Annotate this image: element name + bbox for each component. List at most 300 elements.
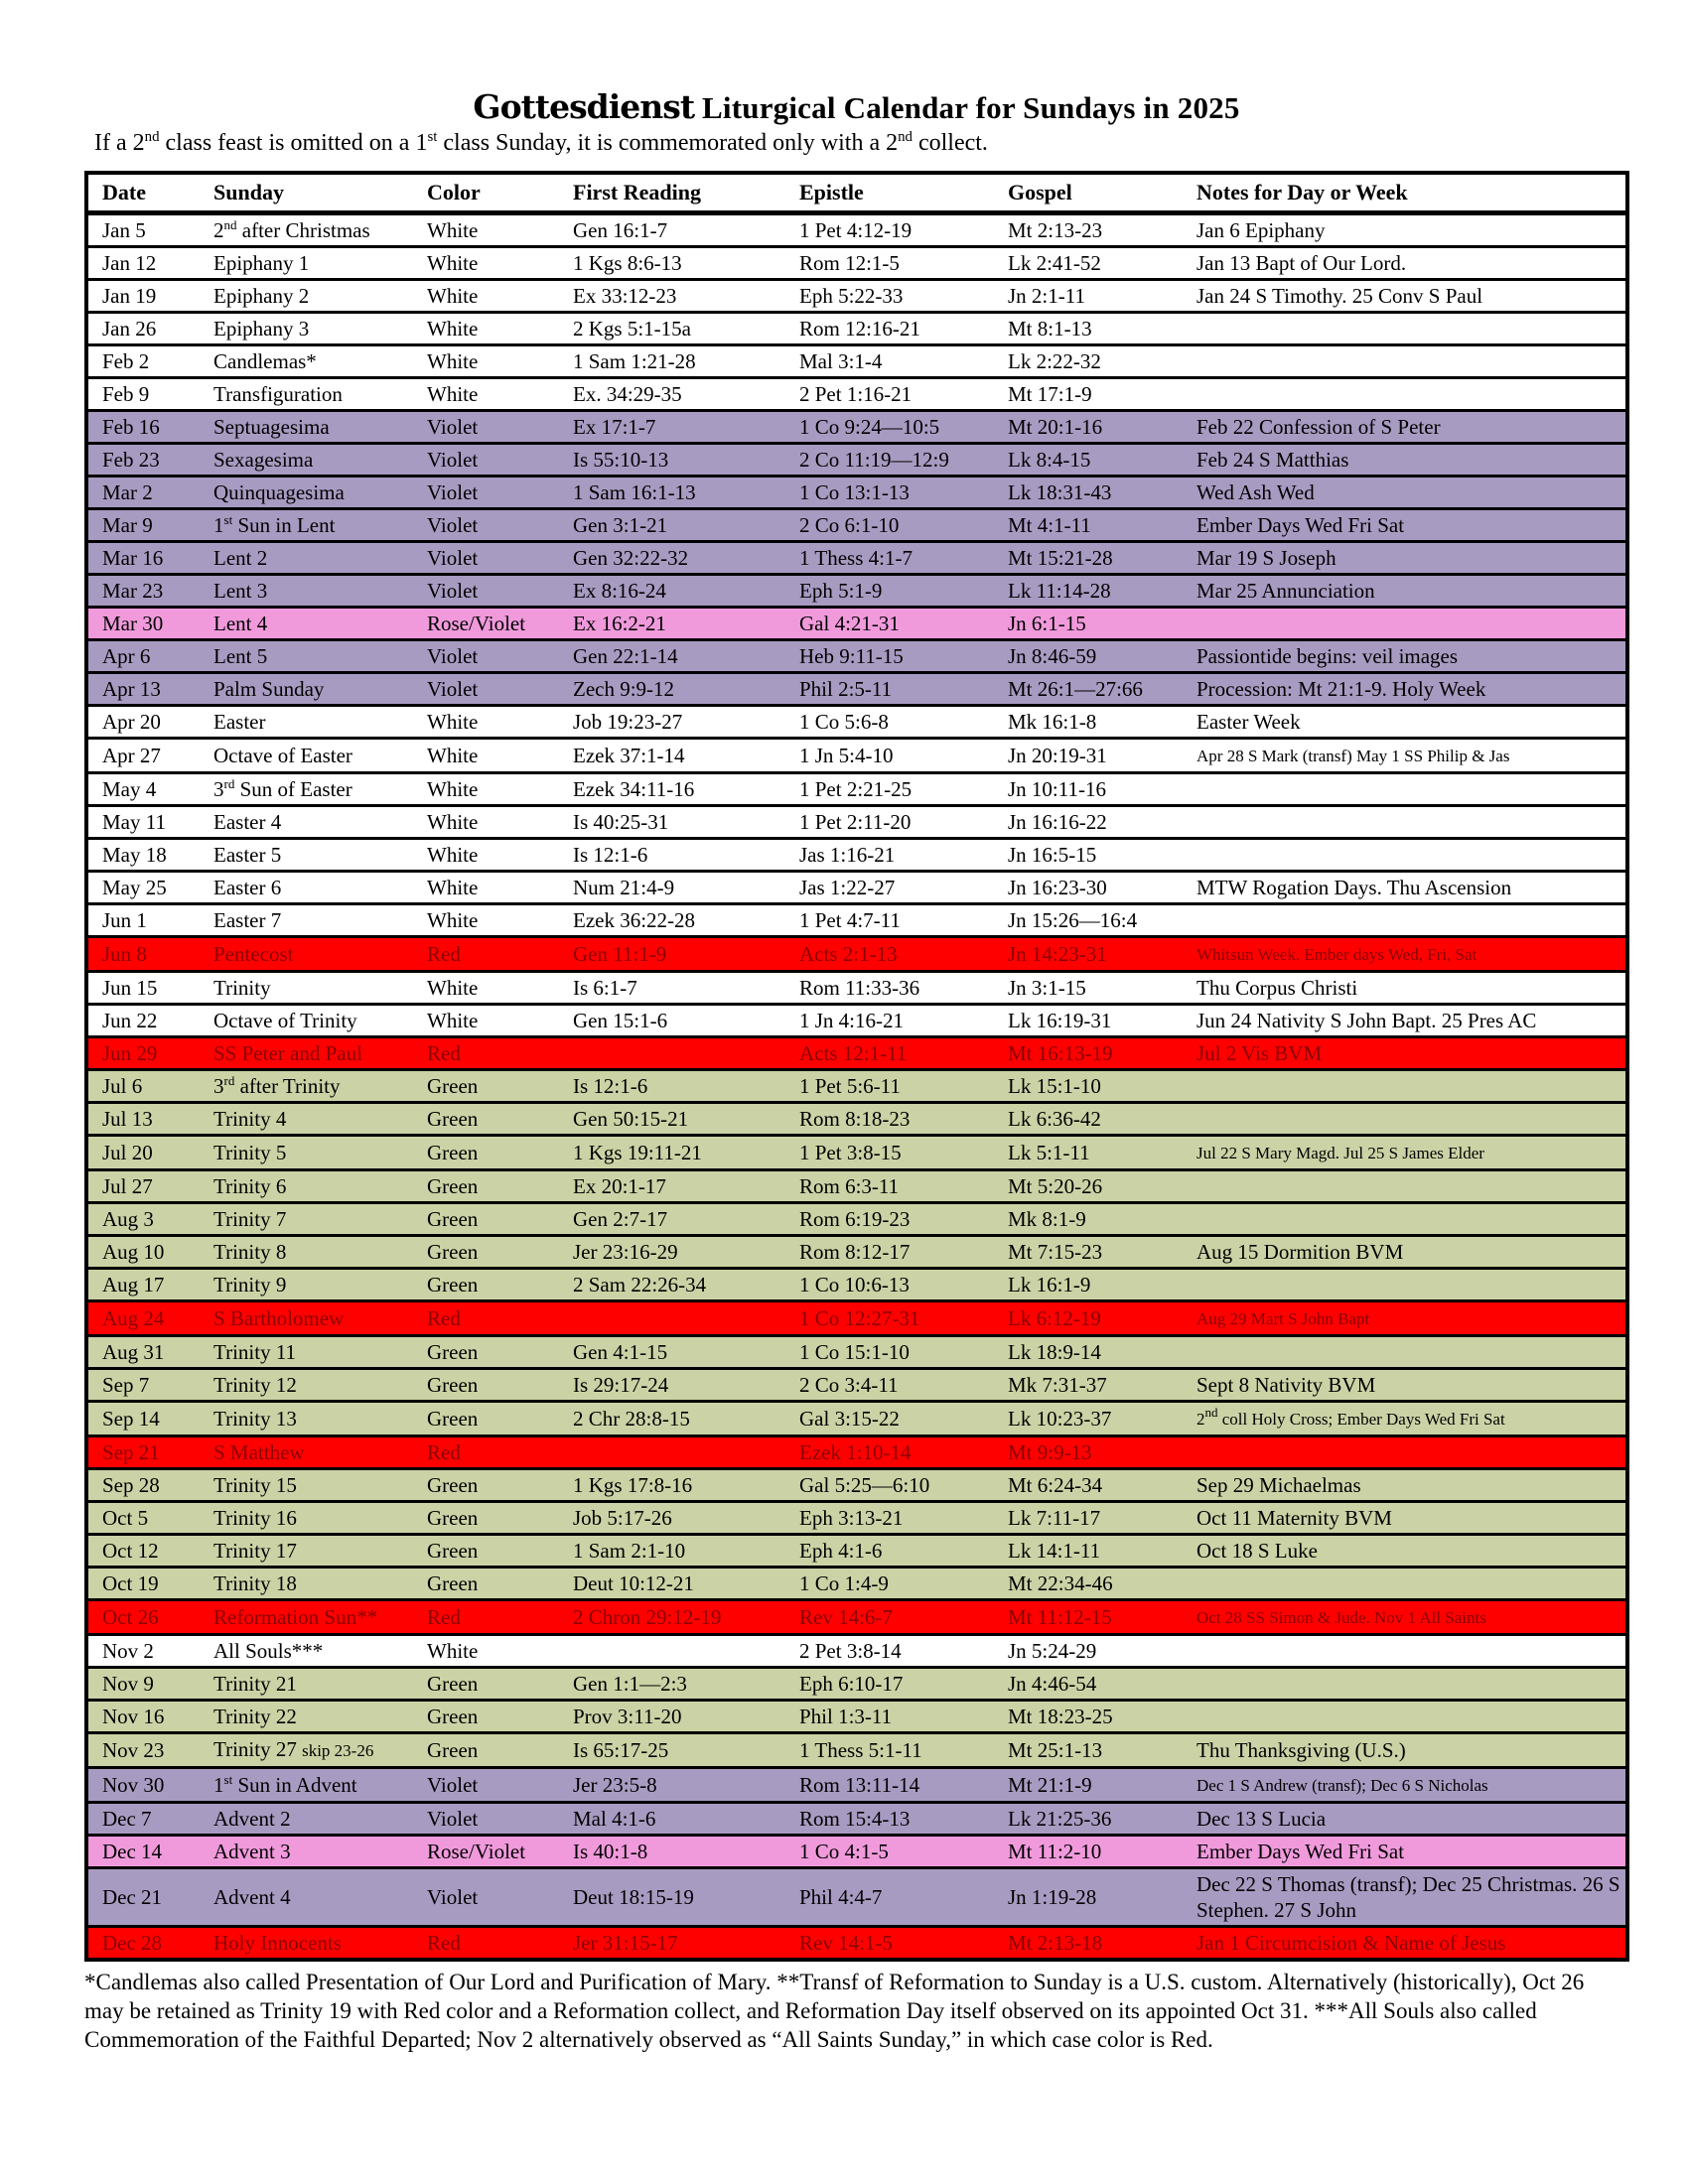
notes-cell (1196, 1203, 1627, 1236)
text-segment: skip 23-26 (302, 1741, 374, 1760)
first-reading-cell: Gen 1:1—2:3 (573, 1668, 799, 1701)
color-cell: White (427, 904, 573, 937)
gospel-cell: Mt 8:1-13 (1008, 313, 1196, 345)
first-reading-cell: Jer 31:15-17 (573, 1927, 799, 1961)
sunday-cell: Trinity 15 (213, 1469, 427, 1502)
date-cell: Jan 12 (86, 247, 213, 280)
epistle-cell: Rom 11:33-36 (799, 972, 1008, 1005)
date-cell: Dec 28 (86, 1927, 213, 1961)
epistle-cell: 1 Thess 5:1-11 (799, 1733, 1008, 1768)
gospel-cell: Mt 6:24-34 (1008, 1469, 1196, 1502)
epistle-cell: Rev 14:6-7 (799, 1600, 1008, 1635)
sunday-cell (213, 1070, 427, 1103)
color-cell: Violet (427, 542, 573, 575)
date-cell: Feb 16 (86, 411, 213, 444)
table-row (86, 411, 1627, 444)
sunday-cell: Sexagesima (213, 444, 427, 477)
notes-cell (1196, 806, 1627, 839)
table-row (86, 345, 1627, 378)
column-header-date: Date (86, 173, 213, 213)
table-row (86, 313, 1627, 345)
gospel-cell: Lk 6:36-42 (1008, 1103, 1196, 1136)
color-cell: White (427, 739, 573, 773)
notes-cell: MTW Rogation Days. Thu Ascension (1196, 872, 1627, 904)
first-reading-cell (573, 1301, 799, 1336)
date-cell: Jun 29 (86, 1037, 213, 1070)
date-cell: Oct 12 (86, 1535, 213, 1568)
sunday-cell: Trinity 22 (213, 1701, 427, 1733)
column-header-epistle: Epistle (799, 173, 1008, 213)
first-reading-cell (573, 1436, 799, 1469)
gospel-cell: Lk 10:23-37 (1008, 1402, 1196, 1436)
gospel-cell: Lk 15:1-10 (1008, 1070, 1196, 1103)
table-row (86, 1136, 1627, 1170)
epistle-cell: 1 Co 9:24—10:5 (799, 411, 1008, 444)
color-cell: Violet (427, 1803, 573, 1836)
color-cell: Red (427, 1301, 573, 1336)
epistle-cell: Eph 5:22-33 (799, 280, 1008, 313)
table-row (86, 575, 1627, 608)
gospel-cell: Lk 6:12-19 (1008, 1301, 1196, 1336)
notes-cell: Wed Ash Wed (1196, 477, 1627, 509)
table-row (86, 806, 1627, 839)
sunday-cell: Octave of Easter (213, 739, 427, 773)
first-reading-cell: Prov 3:11-20 (573, 1701, 799, 1733)
gospel-cell: Lk 14:1-11 (1008, 1535, 1196, 1568)
epistle-cell: 1 Co 4:1-5 (799, 1836, 1008, 1868)
first-reading-cell: Is 40:1-8 (573, 1836, 799, 1868)
text-segment: If a 2 (94, 130, 145, 156)
notes-cell (1196, 1170, 1627, 1203)
color-cell: White (427, 839, 573, 872)
gospel-cell: Lk 2:22-32 (1008, 345, 1196, 378)
date-cell: Mar 16 (86, 542, 213, 575)
gospel-cell: Lk 18:9-14 (1008, 1336, 1196, 1369)
gospel-cell: Mt 22:34-46 (1008, 1568, 1196, 1600)
header-row (86, 173, 1627, 213)
notes-cell (1196, 1600, 1627, 1635)
gospel-cell: Jn 16:23-30 (1008, 872, 1196, 904)
notes-cell: Thu Corpus Christi (1196, 972, 1627, 1005)
sunday-cell: Epiphany 1 (213, 247, 427, 280)
text-segment: nd (1204, 1405, 1218, 1420)
gospel-cell: Mt 5:20-26 (1008, 1170, 1196, 1203)
notes-cell (1196, 1136, 1627, 1170)
sunday-cell (213, 773, 427, 806)
epistle-cell: Jas 1:16-21 (799, 839, 1008, 872)
epistle-cell: 1 Co 15:1-10 (799, 1336, 1008, 1369)
sunday-cell: S Bartholomew (213, 1301, 427, 1336)
gospel-cell: Lk 8:4-15 (1008, 444, 1196, 477)
table-row (86, 1868, 1627, 1927)
epistle-cell: 2 Co 11:19—12:9 (799, 444, 1008, 477)
sunday-cell: Trinity 13 (213, 1402, 427, 1436)
color-cell: Rose/Violet (427, 608, 573, 640)
page-title (84, 87, 1628, 126)
epistle-cell: Rom 13:11-14 (799, 1768, 1008, 1803)
text-segment: 1 (213, 1773, 224, 1797)
epistle-cell: 1 Co 13:1-13 (799, 477, 1008, 509)
first-reading-cell: Is 65:17-25 (573, 1733, 799, 1768)
notes-cell (1196, 345, 1627, 378)
table-row (86, 213, 1627, 247)
table-row (86, 1836, 1627, 1868)
text-segment: 2 (213, 218, 224, 242)
date-cell: Aug 10 (86, 1236, 213, 1269)
color-cell: White (427, 247, 573, 280)
sunday-cell: Palm Sunday (213, 673, 427, 706)
color-cell: Red (427, 1037, 573, 1070)
notes-cell (1196, 1568, 1627, 1600)
notes-cell: Jan 6 Epiphany (1196, 213, 1627, 247)
first-reading-cell: Ex 33:12-23 (573, 280, 799, 313)
color-cell: Violet (427, 640, 573, 673)
sunday-cell: Easter (213, 706, 427, 739)
first-reading-cell: Mal 4:1-6 (573, 1803, 799, 1836)
table-row (86, 1301, 1627, 1336)
first-reading-cell: Ex 17:1-7 (573, 411, 799, 444)
date-cell: Sep 7 (86, 1369, 213, 1402)
color-cell: Green (427, 1236, 573, 1269)
table-row (86, 937, 1627, 972)
color-cell: Green (427, 1103, 573, 1136)
gospel-cell: Mt 4:1-11 (1008, 509, 1196, 542)
date-cell: Dec 7 (86, 1803, 213, 1836)
date-cell: Mar 23 (86, 575, 213, 608)
color-cell: Green (427, 1369, 573, 1402)
epistle-cell: Rom 6:3-11 (799, 1170, 1008, 1203)
color-cell: Green (427, 1170, 573, 1203)
gospel-cell: Mk 8:1-9 (1008, 1203, 1196, 1236)
epistle-cell: 1 Pet 4:12-19 (799, 213, 1008, 247)
gospel-cell: Mt 16:13-19 (1008, 1037, 1196, 1070)
epistle-cell: Acts 12:1-11 (799, 1037, 1008, 1070)
epistle-cell: Gal 5:25—6:10 (799, 1469, 1008, 1502)
sunday-cell: Easter 4 (213, 806, 427, 839)
epistle-cell: Eph 3:13-21 (799, 1502, 1008, 1535)
column-header-notes-for-day-or-week: Notes for Day or Week (1196, 173, 1627, 213)
gospel-cell: Mt 2:13-23 (1008, 213, 1196, 247)
date-cell: Jan 5 (86, 213, 213, 247)
epistle-cell: Eph 5:1-9 (799, 575, 1008, 608)
epistle-cell: 1 Jn 5:4-10 (799, 739, 1008, 773)
sunday-cell: Lent 4 (213, 608, 427, 640)
sunday-cell (213, 1768, 427, 1803)
sunday-cell: Trinity 16 (213, 1502, 427, 1535)
table-row (86, 1668, 1627, 1701)
date-cell: Oct 5 (86, 1502, 213, 1535)
sunday-cell (213, 213, 427, 247)
table-row (86, 706, 1627, 739)
epistle-cell: 1 Co 1:4-9 (799, 1568, 1008, 1600)
sunday-cell: Quinquagesima (213, 477, 427, 509)
notes-cell: Jul 2 Vis BVM (1196, 1037, 1627, 1070)
date-cell: Nov 16 (86, 1701, 213, 1733)
notes-cell (1196, 1635, 1627, 1668)
epistle-cell: Eph 6:10-17 (799, 1668, 1008, 1701)
first-reading-cell: Is 6:1-7 (573, 972, 799, 1005)
first-reading-cell: 2 Sam 22:26-34 (573, 1269, 799, 1301)
sunday-cell: Trinity (213, 972, 427, 1005)
gospel-cell: Mt 17:1-9 (1008, 378, 1196, 411)
first-reading-cell: Jer 23:16-29 (573, 1236, 799, 1269)
color-cell: Violet (427, 1868, 573, 1927)
color-cell: Green (427, 1203, 573, 1236)
first-reading-cell: Gen 4:1-15 (573, 1336, 799, 1369)
gospel-cell: Mt 9:9-13 (1008, 1436, 1196, 1469)
gospel-cell: Lk 16:19-31 (1008, 1005, 1196, 1037)
color-cell: Green (427, 1136, 573, 1170)
table-row (86, 1103, 1627, 1136)
first-reading-cell: Gen 50:15-21 (573, 1103, 799, 1136)
date-cell: Apr 6 (86, 640, 213, 673)
notes-cell (1196, 1301, 1627, 1336)
epistle-cell: Acts 2:1-13 (799, 937, 1008, 972)
color-cell: White (427, 213, 573, 247)
notes-cell (1196, 608, 1627, 640)
gospel-cell: Jn 20:19-31 (1008, 739, 1196, 773)
table-row (86, 1927, 1627, 1961)
epistle-cell: 2 Pet 3:8-14 (799, 1635, 1008, 1668)
notes-cell (1196, 1668, 1627, 1701)
table-row (86, 1469, 1627, 1502)
first-reading-cell: Gen 2:7-17 (573, 1203, 799, 1236)
epistle-cell: Rom 12:16-21 (799, 313, 1008, 345)
first-reading-cell: Ex 8:16-24 (573, 575, 799, 608)
text-segment: Trinity 27 (213, 1737, 303, 1761)
text-segment: rd (223, 1073, 235, 1088)
color-cell: White (427, 773, 573, 806)
first-reading-cell: Gen 16:1-7 (573, 213, 799, 247)
color-cell: Green (427, 1402, 573, 1436)
sunday-cell: Trinity 18 (213, 1568, 427, 1600)
text-segment: 1 (213, 513, 224, 537)
date-cell: Feb 9 (86, 378, 213, 411)
notes-cell: Jan 24 S Timothy. 25 Conv S Paul (1196, 280, 1627, 313)
date-cell: Sep 14 (86, 1402, 213, 1436)
epistle-cell: Mal 3:1-4 (799, 345, 1008, 378)
date-cell: Jun 22 (86, 1005, 213, 1037)
first-reading-cell: Gen 15:1-6 (573, 1005, 799, 1037)
date-cell: Aug 24 (86, 1301, 213, 1336)
table-row (86, 640, 1627, 673)
first-reading-cell: 1 Sam 16:1-13 (573, 477, 799, 509)
first-reading-cell: 2 Chron 29:12-19 (573, 1600, 799, 1635)
table-row (86, 1436, 1627, 1469)
date-cell: Apr 13 (86, 673, 213, 706)
epistle-cell: 2 Pet 1:16-21 (799, 378, 1008, 411)
epistle-cell: 1 Co 12:27-31 (799, 1301, 1008, 1336)
text-segment: rd (223, 776, 235, 791)
color-cell: White (427, 313, 573, 345)
color-cell: White (427, 280, 573, 313)
notes-cell (1196, 773, 1627, 806)
sunday-cell: Easter 7 (213, 904, 427, 937)
date-cell: Jul 27 (86, 1170, 213, 1203)
table-row (86, 1635, 1627, 1668)
gospel-cell: Lk 18:31-43 (1008, 477, 1196, 509)
sunday-cell: Trinity 11 (213, 1336, 427, 1369)
gospel-cell: Lk 11:14-28 (1008, 575, 1196, 608)
notes-cell: Procession: Mt 21:1-9. Holy Week (1196, 673, 1627, 706)
sunday-cell: Trinity 7 (213, 1203, 427, 1236)
sunday-cell: Trinity 9 (213, 1269, 427, 1301)
sunday-cell: Trinity 12 (213, 1369, 427, 1402)
first-reading-cell: Is 29:17-24 (573, 1369, 799, 1402)
notes-cell: Jun 24 Nativity S John Bapt. 25 Pres AC (1196, 1005, 1627, 1037)
gospel-cell: Mt 18:23-25 (1008, 1701, 1196, 1733)
sunday-cell (213, 1733, 427, 1768)
date-cell: Nov 30 (86, 1768, 213, 1803)
notes-cell: Mar 19 S Joseph (1196, 542, 1627, 575)
first-reading-cell (573, 1635, 799, 1668)
gospel-cell: Jn 16:5-15 (1008, 839, 1196, 872)
first-reading-cell: Is 12:1-6 (573, 839, 799, 872)
notes-cell (1196, 1701, 1627, 1733)
gospel-cell: Lk 21:25-36 (1008, 1803, 1196, 1836)
text-segment: Whitsun Week. Ember days Wed, Fri, Sat (1196, 945, 1477, 964)
color-cell: White (427, 1005, 573, 1037)
first-reading-cell: Gen 22:1-14 (573, 640, 799, 673)
first-reading-cell: 1 Kgs 8:6-13 (573, 247, 799, 280)
color-cell: White (427, 706, 573, 739)
epistle-cell: Eph 4:1-6 (799, 1535, 1008, 1568)
notes-cell: Sep 29 Michaelmas (1196, 1469, 1627, 1502)
color-cell: Red (427, 1436, 573, 1469)
epistle-cell: 1 Co 10:6-13 (799, 1269, 1008, 1301)
text-segment: nd (898, 129, 913, 145)
table-row (86, 280, 1627, 313)
color-cell: White (427, 872, 573, 904)
date-cell: May 18 (86, 839, 213, 872)
table-row (86, 378, 1627, 411)
sunday-cell: Lent 3 (213, 575, 427, 608)
color-cell: Red (427, 1600, 573, 1635)
epistle-cell: Phil 4:4-7 (799, 1868, 1008, 1927)
color-cell: White (427, 806, 573, 839)
color-cell: Violet (427, 1768, 573, 1803)
table-row (86, 872, 1627, 904)
text-segment: st (427, 129, 438, 145)
page-title-text: Liturgical Calendar for Sundays in 2025 (694, 90, 1240, 125)
calendar-table-header (86, 173, 1627, 213)
gospel-cell: Mt 7:15-23 (1008, 1236, 1196, 1269)
date-cell: May 4 (86, 773, 213, 806)
color-cell: Violet (427, 673, 573, 706)
date-cell: Aug 3 (86, 1203, 213, 1236)
text-segment: coll Holy Cross; Ember Days Wed Fri Sat (1217, 1410, 1505, 1429)
first-reading-cell: Is 12:1-6 (573, 1070, 799, 1103)
date-cell: Mar 9 (86, 509, 213, 542)
color-cell: Green (427, 1568, 573, 1600)
date-cell: Aug 31 (86, 1336, 213, 1369)
first-reading-cell: 2 Kgs 5:1-15a (573, 313, 799, 345)
date-cell: Jul 6 (86, 1070, 213, 1103)
sunday-cell: Advent 4 (213, 1868, 427, 1927)
text-segment: nd (144, 129, 160, 145)
notes-cell (1196, 1336, 1627, 1369)
notes-cell (1196, 904, 1627, 937)
table-row (86, 1369, 1627, 1402)
color-cell: Violet (427, 575, 573, 608)
notes-cell (1196, 739, 1627, 773)
first-reading-cell: Gen 11:1-9 (573, 937, 799, 972)
sunday-cell: Lent 5 (213, 640, 427, 673)
notes-cell: Sept 8 Nativity BVM (1196, 1369, 1627, 1402)
notes-cell: Thu Thanksgiving (U.S.) (1196, 1733, 1627, 1768)
notes-cell: Ember Days Wed Fri Sat (1196, 1836, 1627, 1868)
color-cell: Violet (427, 411, 573, 444)
gospel-cell: Mt 20:1-16 (1008, 411, 1196, 444)
calendar-table-body (86, 213, 1627, 1961)
gospel-cell: Lk 5:1-11 (1008, 1136, 1196, 1170)
first-reading-cell: 1 Sam 1:21-28 (573, 345, 799, 378)
table-row (86, 1535, 1627, 1568)
text-segment: Sun in Advent (232, 1773, 357, 1797)
notes-cell: Mar 25 Annunciation (1196, 575, 1627, 608)
table-row (86, 1336, 1627, 1369)
epistle-cell: 1 Pet 4:7-11 (799, 904, 1008, 937)
table-row (86, 1600, 1627, 1635)
notes-cell: Oct 18 S Luke (1196, 1535, 1627, 1568)
date-cell: Dec 21 (86, 1868, 213, 1927)
date-cell: Nov 23 (86, 1733, 213, 1768)
gospel-cell: Jn 2:1-11 (1008, 280, 1196, 313)
sunday-cell: Easter 5 (213, 839, 427, 872)
text-segment: after Christmas (236, 218, 370, 242)
first-reading-cell: Deut 10:12-21 (573, 1568, 799, 1600)
table-row (86, 839, 1627, 872)
sunday-cell: All Souls*** (213, 1635, 427, 1668)
color-cell: Rose/Violet (427, 1836, 573, 1868)
date-cell: Jan 19 (86, 280, 213, 313)
date-cell: May 25 (86, 872, 213, 904)
sunday-cell: Trinity 17 (213, 1535, 427, 1568)
sunday-cell: Pentecost (213, 937, 427, 972)
notes-cell: Feb 22 Confession of S Peter (1196, 411, 1627, 444)
sunday-cell: Reformation Sun** (213, 1600, 427, 1635)
color-cell: Violet (427, 509, 573, 542)
date-cell: Sep 21 (86, 1436, 213, 1469)
epistle-cell: Phil 1:3-11 (799, 1701, 1008, 1733)
epistle-cell: 2 Co 3:4-11 (799, 1369, 1008, 1402)
table-row (86, 444, 1627, 477)
gospel-cell: Mk 7:31-37 (1008, 1369, 1196, 1402)
color-cell: White (427, 345, 573, 378)
date-cell: Jun 8 (86, 937, 213, 972)
first-reading-cell: Jer 23:5-8 (573, 1768, 799, 1803)
notes-cell (1196, 839, 1627, 872)
text-segment: Sun in Lent (232, 513, 336, 537)
epistle-cell: 1 Pet 3:8-15 (799, 1136, 1008, 1170)
table-row (86, 1203, 1627, 1236)
table-row (86, 247, 1627, 280)
gospel-cell: Jn 1:19-28 (1008, 1868, 1196, 1927)
gospel-cell: Lk 7:11-17 (1008, 1502, 1196, 1535)
epistle-cell: Rom 12:1-5 (799, 247, 1008, 280)
gospel-cell: Mt 21:1-9 (1008, 1768, 1196, 1803)
first-reading-cell: 1 Kgs 19:11-21 (573, 1136, 799, 1170)
sunday-cell (213, 509, 427, 542)
gospel-cell: Jn 6:1-15 (1008, 608, 1196, 640)
table-row (86, 542, 1627, 575)
table-row (86, 739, 1627, 773)
color-cell: Green (427, 1535, 573, 1568)
color-cell: Green (427, 1668, 573, 1701)
sunday-cell: Octave of Trinity (213, 1005, 427, 1037)
gospel-cell: Lk 2:41-52 (1008, 247, 1196, 280)
date-cell: Aug 17 (86, 1269, 213, 1301)
